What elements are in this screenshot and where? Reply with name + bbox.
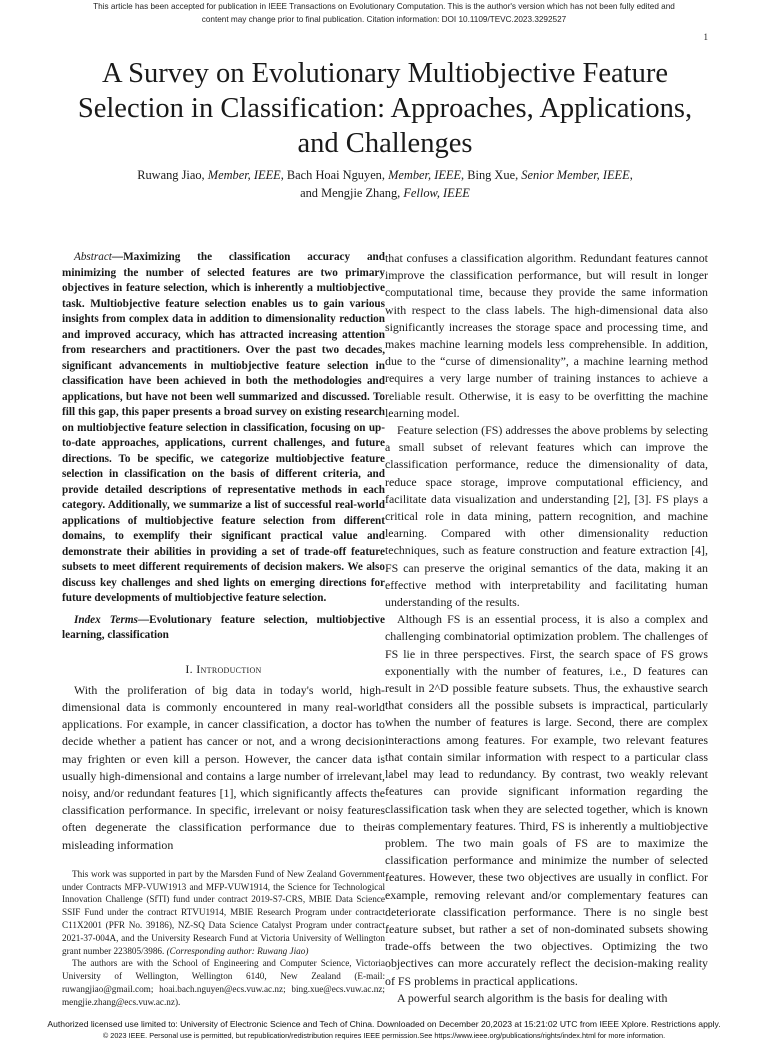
author-name: , Bing Xue, xyxy=(461,168,519,182)
right-column xyxy=(385,250,708,1009)
index-terms-text: —Evolutionary feature selection, multiobjective learning, classification xyxy=(62,613,385,641)
separator: , xyxy=(629,168,633,182)
author-role: Fellow, IEEE xyxy=(403,185,470,200)
license-footer xyxy=(0,1019,768,1041)
author-name: Ruwang Jiao, xyxy=(137,168,205,182)
author-role: Member, IEEE xyxy=(207,168,281,182)
author-name: , Bach Hoai Nguyen, xyxy=(280,168,385,182)
two-column-body xyxy=(62,250,708,1009)
author-name: and Mengjie Zhang, xyxy=(300,185,401,200)
notice-line: This article has been accepted for publication in IEEE Transactions on Evolutionary Computation. This is the author's version which has not been fully edited and xyxy=(93,2,675,11)
paragraph: With the proliferation of big data in today's world, high-dimensional data is commonly encountered in many real-world applications. For example, in cancer classification, a doctor has to decide whether a patient has cancer or not, and a wrong decision may frighten or even kill a person. However, the cancer data is usually high-dimensional and contains a large number of irrelevant, noisy, and/or redundant features [1], which significantly affects the classification performance. In specific, irrelevant or noisy features often degenerate the classification performance due to their misleading information xyxy=(62,682,385,852)
paragraph: Although FS is an essential process, it is also a complex and challenging combinatorial optimization problem. The challenges of FS lie in three perspectives. First, the search space of FS grows exponentially with the number of features, i.e., D features can result in 2^D possible feature subsets. Thus, the exhaustive search that considers all the possible subsets is impractical, particularly when the number of features is large. Second, there are complex interactions among features. For example, two relevant features that contain similar information with respect to a particular class label may lead to redundancy. By contrast, two weakly relevant features can provide significant information regarding the classification task when they are selected together, which is known as complementary features. Third, FS is inherently a multiobjective problem. The two main goals of FS are to maximize the classification performance and minimize the number of selected features. However, these two objectives are usually in conflict. For example, removing relevant and/or complementary features can deteriorate classification performance. There is no single best feature subset, but rather a set of non-dominated subsets showing trade-offs between the two objectives. Optimizing the two objectives can more accurately reflect the decision-making reality of FS problems in practical applications. xyxy=(385,612,708,988)
index-terms-label: Index Terms xyxy=(74,613,138,626)
section-heading: I. Introduction xyxy=(185,661,262,676)
abstract xyxy=(62,250,385,607)
left-column xyxy=(62,250,385,1009)
abstract-label: Abstract xyxy=(74,251,112,263)
author-list xyxy=(62,167,708,202)
page-number: 1 xyxy=(703,32,708,42)
paragraph: that confuses a classification algorithm. Redundant features cannot improve the classification performance, but will result in longer computational time, because they provide the same information with respect to the class labels. The high-dimensional data also significantly increases the storage space and processing time, and makes machine learning models less comprehensible. In addition, due to the “curse of dimensionality”, a machine learning method requires a very large number of training instances to achieve a reliable result. Otherwise, it is easy to be overfitting the machine learning model. xyxy=(385,251,708,420)
paragraph: Feature selection (FS) addresses the above problems by selecting a small subset of relevant features which can improve the classification performance, reduce the dimensionality of data, reduce space storage, improve computational efficiency, and facilitate data visualization and understanding [2], [3]. FS plays a critical role in data mining, pattern recognition, and machine learning. Compared with other dimensionality reduction techniques, such as feature construction and feature extraction [4], FS can preserve the original semantics of the data, making it an effective method with interpretability and facilitating human understanding of the results. xyxy=(385,423,708,610)
corresponding-author: (Corresponding author: Ruwang Jiao) xyxy=(166,945,309,956)
abstract-text: —Maximizing the classification accuracy and minimizing the number of selected features are two primary objectives in feature selection, which is inherently a multiobjective task. Multiobjective feature selection enables us to gain various insights from complex data in addition to dimensionality reduction and improved accuracy, which has attracted increasing attention from researchers and practitioners. Over the past two decades, significant advancements in multiobjective feature selection in classification have been achieved in both the methodologies and applications, but have not been well summarized and discussed. To fill this gap, this paper presents a broad survey on existing research on multiobjective feature selection in classification, focusing on up-to-date approaches, applications, current challenges, and future directions. To be specific, we categorize multiobjective feature selection in classification on the basis of different criteria, and provide detailed descriptions of representative methods in each category. Additionally, we summarize a list of successful real-world applications of multiobjective feature selection from different domains, to exemplify their significant practical value and demonstrate their abilities in providing a set of trade-off feature subsets to meet different requirements of decision makers. We also discuss key challenges and shed lights on emerging directions for future developments of multiobjective feature selection. xyxy=(62,251,385,604)
footnote xyxy=(62,868,385,958)
author-role: Member, IEEE xyxy=(388,168,462,182)
copyright-line: © 2023 IEEE. Personal use is permitted, but republication/redistribution requires IEEE permission.See https://www.ieee.org/publications/rights/index.html for more information. xyxy=(102,1030,666,1040)
footnotes xyxy=(62,854,385,1009)
notice-line: content may change prior to final publication. Citation information: DOI 10.1109/TEVC.2023.3292527 xyxy=(201,15,567,24)
footnote: The authors are with the School of Engineering and Computer Science, Victoria University of Wellington, Wellington 6140, New Zealand (E-mail: ruwangjiao@gmail.com; hoai.bach.nguyen@ecs.vuw.ac.nz; bing.xue@ecs.vuw.ac.nz; mengjie.zhang@ecs.vuw.ac.nz). xyxy=(62,958,385,1007)
license-line: Authorized licensed use limited to: University of Electronic Science and Tech of China. Downloaded on December 20,2023 at 15:21:02 UTC from IEEE Xplore. Restrictions apply. xyxy=(47,1018,721,1029)
publication-notice xyxy=(0,0,768,26)
author-role: Senior Member, IEEE xyxy=(521,168,630,182)
footnote-funding: This work was supported in part by the Marsden Fund of New Zealand Government under Contracts MFP-VUW1913 and MFP-VUW1914, the Science for Technological Innovation Challenge (SfTI) fund under contract 2019-S7-CRS, MBIE Data Science SSIF Fund under the contract RTVU1914, MBIE Research Program under contract C11X2001 (PFR No. 39186), NZ-SQ Data Science Catalyst Program under contract 2021-37-004A, and the University Research Fund at Victoria University of Wellington grant number 223805/3986. xyxy=(62,868,385,956)
paragraph: A powerful search algorithm is the basis for dealing with xyxy=(397,990,668,1005)
index-terms xyxy=(62,613,385,644)
paper-title: A Survey on Evolutionary Multiobjective Feature Selection in Classification: Approaches, Applications, and Challenges xyxy=(77,58,693,159)
